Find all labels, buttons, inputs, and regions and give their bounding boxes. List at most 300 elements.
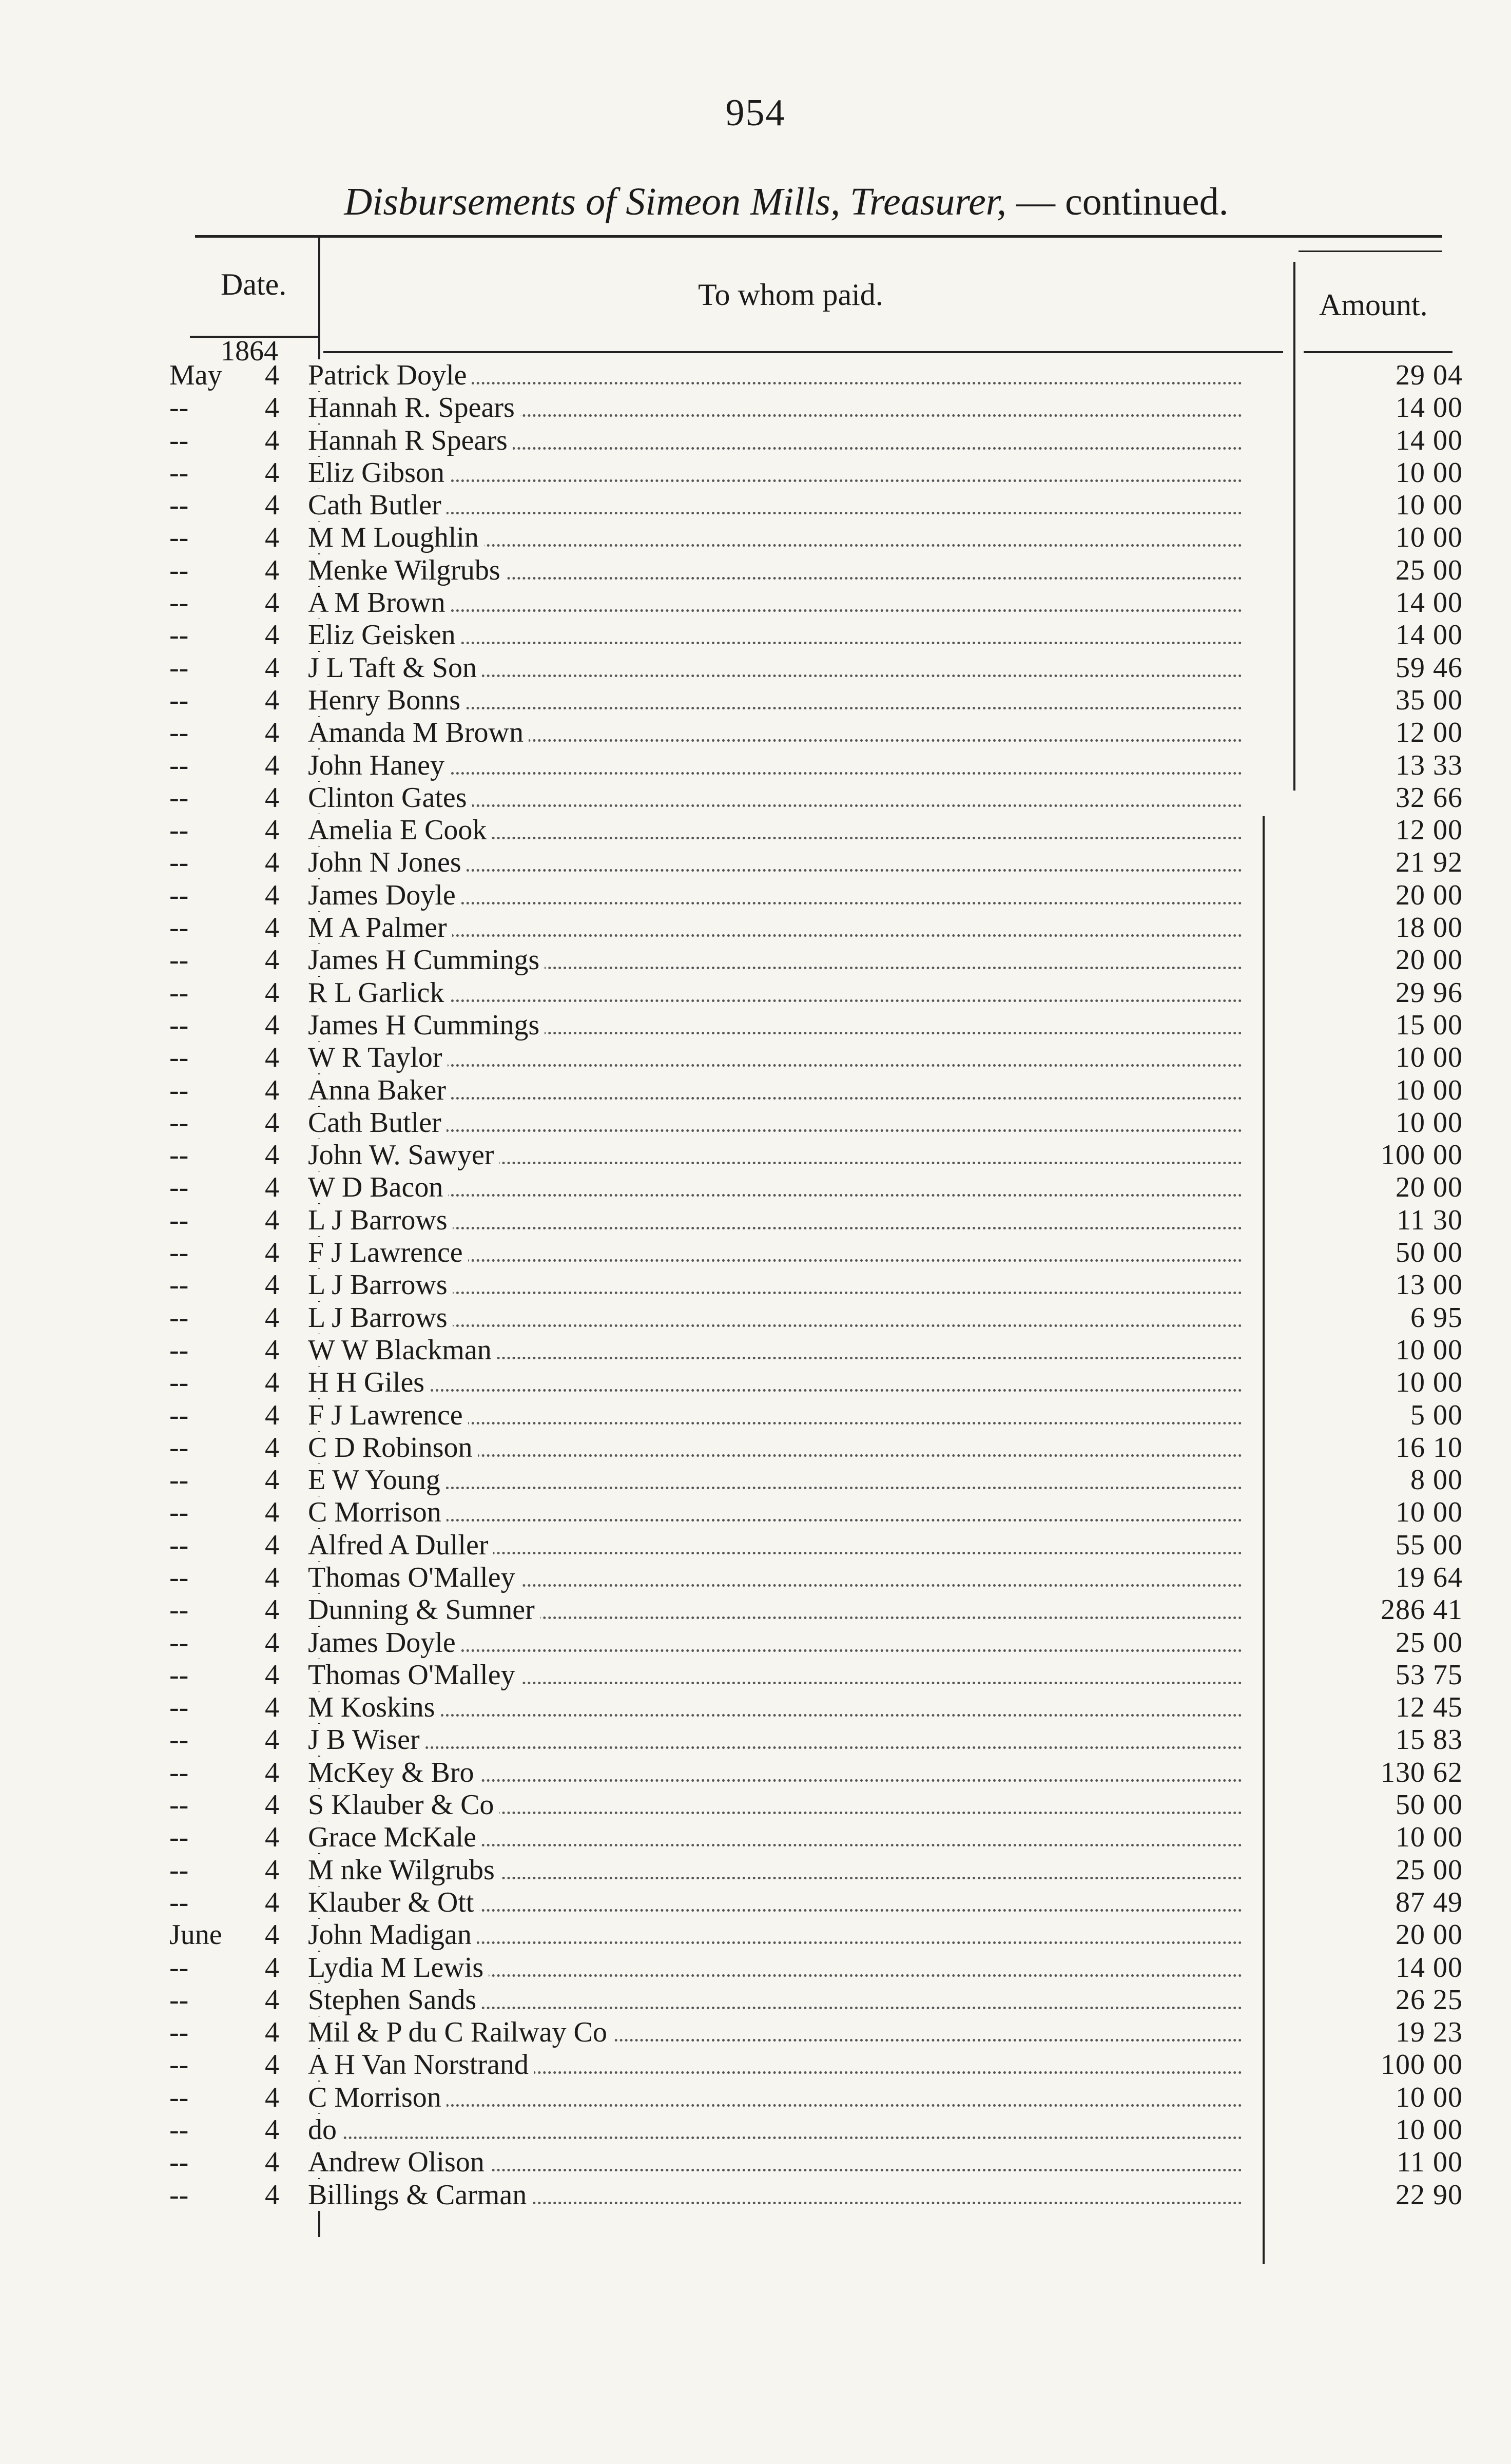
row-payee	[308, 1237, 1252, 1269]
row-month: --	[169, 1789, 189, 1821]
row-amount: 11 00	[1397, 2146, 1463, 2179]
row-day: 4	[265, 1691, 279, 1724]
row-month: --	[169, 619, 189, 651]
row-day: 4	[265, 1106, 279, 1139]
table-row	[0, 2146, 1511, 2179]
row-payee	[308, 1594, 1252, 1626]
row-day: 4	[265, 359, 279, 391]
row-payee-name: Billings & Carman	[308, 2179, 532, 2211]
row-day: 4	[265, 424, 279, 456]
row-payee	[308, 684, 1252, 717]
row-payee-name: John Madigan	[308, 1919, 477, 1951]
row-payee	[308, 652, 1252, 684]
row-day: 4	[265, 489, 279, 522]
row-payee	[308, 522, 1252, 554]
row-day: 4	[265, 814, 279, 846]
table-row	[0, 2114, 1511, 2146]
row-payee	[308, 1334, 1252, 1366]
row-payee	[308, 1919, 1252, 1951]
row-amount: 10 00	[1396, 489, 1463, 522]
row-month: --	[169, 1237, 189, 1269]
row-amount: 10 00	[1396, 1821, 1463, 1854]
to-whom-column-header: To whom paid.	[698, 278, 883, 312]
row-payee-name: Alfred A Duller	[308, 1529, 493, 1561]
row-amount: 53 75	[1396, 1659, 1463, 1691]
row-payee-name: Hannah R. Spears	[308, 392, 520, 424]
row-day: 4	[265, 554, 279, 586]
row-payee	[308, 1399, 1252, 1432]
row-amount: 50 00	[1396, 1237, 1463, 1269]
row-amount: 12 00	[1396, 717, 1463, 749]
row-day: 4	[265, 2114, 279, 2146]
row-payee-name: W D Bacon	[308, 1171, 448, 1203]
row-month: --	[169, 2114, 189, 2146]
table-row	[0, 1952, 1511, 1984]
table-row	[0, 1627, 1511, 1659]
row-day: 4	[265, 749, 279, 781]
table-row	[0, 489, 1511, 522]
table-row	[0, 1594, 1511, 1626]
row-payee-name: Stephen Sands	[308, 1984, 481, 2016]
row-month: --	[169, 1626, 189, 1659]
row-payee	[308, 2049, 1252, 2081]
row-day: 4	[265, 2146, 279, 2179]
row-payee-name: M nke Wilgrubs	[308, 1854, 500, 1886]
row-payee-name: Lydia M Lewis	[308, 1952, 489, 1984]
row-amount: 19 64	[1396, 1561, 1463, 1593]
row-payee	[308, 1074, 1252, 1107]
row-payee	[308, 1366, 1252, 1399]
row-payee-name: Menke Wilgrubs	[308, 554, 506, 586]
row-day: 4	[265, 1464, 279, 1496]
table-row	[0, 684, 1511, 717]
row-amount: 130 62	[1381, 1756, 1463, 1788]
row-payee	[308, 1724, 1252, 1756]
row-month: --	[169, 1756, 189, 1788]
row-payee-name: J B Wiser	[308, 1724, 425, 1756]
row-payee	[308, 1757, 1252, 1789]
row-payee	[308, 2146, 1252, 2179]
row-payee-name: A M Brown	[308, 587, 451, 619]
row-payee-name: M A Palmer	[308, 912, 452, 944]
row-day: 4	[265, 1431, 279, 1464]
row-month: --	[169, 1464, 189, 1496]
row-day: 4	[265, 1756, 279, 1788]
header-top-rule	[195, 235, 1442, 238]
row-payee	[308, 489, 1252, 522]
table-row	[0, 1074, 1511, 1107]
row-day: 4	[265, 1789, 279, 1821]
row-month: --	[169, 2016, 189, 2049]
row-payee	[308, 1691, 1252, 1724]
disbursement-table	[0, 359, 1511, 2211]
row-day: 4	[265, 1529, 279, 1561]
row-payee-name: Anna Baker	[308, 1074, 451, 1106]
row-payee-name: H H Giles	[308, 1366, 430, 1398]
row-month: --	[169, 944, 189, 976]
row-payee	[308, 1854, 1252, 1886]
row-amount: 12 00	[1396, 814, 1463, 846]
row-amount: 13 00	[1396, 1269, 1463, 1301]
table-row	[0, 782, 1511, 814]
row-amount: 20 00	[1396, 1919, 1463, 1951]
row-payee	[308, 1269, 1252, 1301]
row-amount: 55 00	[1396, 1529, 1463, 1561]
row-payee	[308, 619, 1252, 651]
row-day: 4	[265, 1237, 279, 1269]
row-payee-name: John Haney	[308, 749, 450, 781]
row-payee	[308, 1952, 1252, 1984]
row-amount: 21 92	[1396, 846, 1463, 879]
row-day: 4	[265, 1171, 279, 1204]
row-month: --	[169, 1496, 189, 1529]
row-day: 4	[265, 717, 279, 749]
table-row	[0, 879, 1511, 912]
row-amount: 59 46	[1396, 651, 1463, 684]
table-row	[0, 717, 1511, 749]
row-payee	[308, 1432, 1252, 1464]
row-amount: 13 33	[1396, 749, 1463, 781]
row-amount: 15 83	[1396, 1724, 1463, 1756]
row-payee-name: Patrick Doyle	[308, 359, 472, 391]
row-amount: 14 00	[1396, 1951, 1463, 1984]
row-payee	[308, 1204, 1252, 1237]
table-row	[0, 1009, 1511, 1042]
row-month: --	[169, 1139, 189, 1171]
row-day: 4	[265, 1301, 279, 1334]
row-payee-name: E W Young	[308, 1464, 445, 1496]
row-month: --	[169, 1334, 189, 1366]
row-amount: 8 00	[1410, 1464, 1463, 1496]
table-row	[0, 1432, 1511, 1464]
row-day: 4	[265, 1334, 279, 1366]
row-month: --	[169, 1431, 189, 1464]
row-payee	[308, 1496, 1252, 1529]
table-row	[0, 1139, 1511, 1171]
row-month: --	[169, 2081, 189, 2113]
row-day: 4	[265, 912, 279, 944]
row-payee	[308, 1886, 1252, 1919]
table-row	[0, 522, 1511, 554]
row-day: 4	[265, 1561, 279, 1593]
row-payee-name: Dunning & Sumner	[308, 1594, 540, 1626]
table-row	[0, 359, 1511, 392]
row-payee-name: M M Loughlin	[308, 522, 484, 553]
row-day: 4	[265, 1496, 279, 1529]
row-payee-name: Cath Butler	[308, 1107, 447, 1139]
header-top-rule-right	[1299, 251, 1442, 252]
row-payee	[308, 554, 1252, 587]
row-amount: 35 00	[1396, 684, 1463, 716]
row-amount: 12 45	[1396, 1691, 1463, 1724]
row-payee-name: L J Barrows	[308, 1204, 453, 1236]
table-row	[0, 1269, 1511, 1301]
table-row	[0, 2082, 1511, 2114]
row-amount: 25 00	[1396, 1626, 1463, 1659]
row-month: --	[169, 1529, 189, 1561]
row-month: --	[169, 781, 189, 814]
page-number: 954	[725, 92, 786, 134]
row-month: --	[169, 976, 189, 1009]
row-payee-name: James H Cummings	[308, 1009, 545, 1041]
row-payee-name: M Koskins	[308, 1691, 440, 1723]
row-payee-name: C Morrison	[308, 1496, 447, 1528]
row-amount: 16 10	[1396, 1431, 1463, 1464]
table-row	[0, 392, 1511, 424]
table-row	[0, 1302, 1511, 1334]
row-month: May	[169, 359, 222, 391]
header-bottom-rule-payee	[323, 351, 1283, 353]
row-month: --	[169, 1984, 189, 2016]
row-month: --	[169, 814, 189, 846]
date-column-header: Date.	[221, 267, 287, 301]
row-payee	[308, 1659, 1252, 1691]
row-month: --	[169, 2179, 189, 2211]
table-row	[0, 846, 1511, 879]
row-payee-name: R L Garlick	[308, 977, 449, 1009]
row-payee	[308, 912, 1252, 944]
row-payee-name: A H Van Norstrand	[308, 2049, 534, 2081]
row-amount: 22 90	[1396, 2179, 1463, 2211]
row-day: 4	[265, 1366, 279, 1399]
row-day: 4	[265, 651, 279, 684]
row-payee	[308, 1821, 1252, 1854]
row-day: 4	[265, 1139, 279, 1171]
row-payee-name: McKey & Bro	[308, 1757, 479, 1788]
row-payee-name: Clinton Gates	[308, 782, 472, 814]
row-day: 4	[265, 1399, 279, 1431]
row-month: --	[169, 1106, 189, 1139]
table-row	[0, 1399, 1511, 1432]
row-payee	[308, 1107, 1252, 1139]
row-payee	[308, 1789, 1252, 1821]
table-row	[0, 1529, 1511, 1562]
row-month: --	[169, 1594, 189, 1626]
row-month: --	[169, 1659, 189, 1691]
row-payee	[308, 814, 1252, 846]
row-amount: 20 00	[1396, 944, 1463, 976]
row-amount: 10 00	[1396, 2114, 1463, 2146]
row-day: 4	[265, 976, 279, 1009]
row-payee	[308, 457, 1252, 489]
table-row	[0, 1886, 1511, 1919]
row-month: --	[169, 1042, 189, 1074]
row-month: --	[169, 1951, 189, 1984]
row-payee-name: Thomas O'Malley	[308, 1659, 520, 1691]
row-month: --	[169, 879, 189, 911]
row-payee-name: L J Barrows	[308, 1302, 453, 1334]
table-row	[0, 1042, 1511, 1074]
row-amount: 25 00	[1396, 554, 1463, 586]
row-day: 4	[265, 1074, 279, 1106]
row-payee	[308, 1009, 1252, 1042]
row-day: 4	[265, 1009, 279, 1041]
row-payee-name: Thomas O'Malley	[308, 1562, 520, 1593]
row-day: 4	[265, 1626, 279, 1659]
row-payee	[308, 846, 1252, 879]
row-payee	[308, 359, 1252, 392]
row-day: 4	[265, 1886, 279, 1918]
row-payee	[308, 1171, 1252, 1204]
row-payee-name: F J Lawrence	[308, 1237, 468, 1268]
table-row	[0, 1204, 1511, 1237]
row-payee-name: do	[308, 2114, 342, 2146]
row-payee-name: Amelia E Cook	[308, 814, 492, 846]
row-day: 4	[265, 522, 279, 554]
table-row	[0, 1237, 1511, 1269]
row-amount: 18 00	[1396, 912, 1463, 944]
row-month: --	[169, 1009, 189, 1041]
row-day: 4	[265, 1821, 279, 1854]
row-payee	[308, 1984, 1252, 2016]
row-payee	[308, 977, 1252, 1009]
row-payee	[308, 1627, 1252, 1659]
table-row	[0, 425, 1511, 457]
row-day: 4	[265, 846, 279, 879]
row-payee-name: C Morrison	[308, 2082, 447, 2113]
row-payee-name: John N Jones	[308, 846, 467, 878]
row-amount: 50 00	[1396, 1789, 1463, 1821]
row-payee	[308, 1042, 1252, 1074]
table-row	[0, 2016, 1511, 2049]
row-day: 4	[265, 587, 279, 619]
row-month: --	[169, 1269, 189, 1301]
row-day: 4	[265, 1659, 279, 1691]
table-row	[0, 2049, 1511, 2081]
row-payee-name: C D Robinson	[308, 1432, 478, 1464]
table-row	[0, 1496, 1511, 1529]
row-day: 4	[265, 456, 279, 489]
row-day: 4	[265, 2016, 279, 2049]
row-day: 4	[265, 781, 279, 814]
table-row	[0, 2179, 1511, 2211]
row-month: --	[169, 522, 189, 554]
row-payee	[308, 782, 1252, 814]
row-payee-name: John W. Sawyer	[308, 1139, 499, 1171]
row-month: --	[169, 554, 189, 586]
row-day: 4	[265, 1724, 279, 1756]
row-month: --	[169, 2049, 189, 2081]
table-row	[0, 1107, 1511, 1139]
table-row	[0, 457, 1511, 489]
row-payee-name: Hannah R Spears	[308, 425, 513, 456]
table-row	[0, 1464, 1511, 1496]
row-payee	[308, 1302, 1252, 1334]
table-row	[0, 912, 1511, 944]
row-day: 4	[265, 1594, 279, 1626]
row-payee	[308, 1529, 1252, 1562]
row-payee	[308, 2114, 1252, 2146]
row-payee-name: Andrew Olison	[308, 2146, 490, 2178]
row-month: --	[169, 749, 189, 781]
row-payee-name: James Doyle	[308, 1627, 461, 1659]
row-month: --	[169, 392, 189, 424]
row-amount: 19 23	[1396, 2016, 1463, 2049]
row-amount: 14 00	[1396, 587, 1463, 619]
row-payee-name: James H Cummings	[308, 944, 545, 976]
row-month: --	[169, 1171, 189, 1204]
row-payee	[308, 2179, 1252, 2211]
row-month: --	[169, 587, 189, 619]
row-month: --	[169, 651, 189, 684]
row-amount: 10 00	[1396, 1366, 1463, 1399]
table-row	[0, 1789, 1511, 1821]
amount-column-header: Amount.	[1319, 288, 1428, 322]
row-day: 4	[265, 619, 279, 651]
row-month: --	[169, 1074, 189, 1106]
table-row	[0, 652, 1511, 684]
row-payee	[308, 2082, 1252, 2114]
row-month: --	[169, 424, 189, 456]
row-payee-name: F J Lawrence	[308, 1399, 468, 1431]
table-row	[0, 1366, 1511, 1399]
row-payee	[308, 1562, 1252, 1594]
row-month: --	[169, 1561, 189, 1593]
row-month: --	[169, 684, 189, 716]
row-amount: 29 04	[1396, 359, 1463, 391]
table-row	[0, 1984, 1511, 2016]
row-payee-name: Mil & P du C Railway Co	[308, 2016, 612, 2048]
row-month: --	[169, 1886, 189, 1918]
row-payee	[308, 879, 1252, 912]
row-amount: 10 00	[1396, 1042, 1463, 1074]
row-amount: 10 00	[1396, 522, 1463, 554]
table-row	[0, 1724, 1511, 1756]
page-title-continued: — continued.	[1016, 180, 1229, 223]
row-payee-name: W R Taylor	[308, 1042, 448, 1073]
row-payee-name: Cath Butler	[308, 489, 447, 521]
row-payee-name: Eliz Gibson	[308, 457, 450, 489]
row-amount: 15 00	[1396, 1009, 1463, 1041]
table-row	[0, 1334, 1511, 1366]
row-payee	[308, 1139, 1252, 1171]
row-amount: 11 30	[1397, 1204, 1463, 1236]
page-title-italic: Disbursements of Simeon Mills, Treasurer,	[344, 180, 1006, 223]
row-amount: 100 00	[1381, 1139, 1463, 1171]
row-amount: 87 49	[1396, 1886, 1463, 1918]
row-day: 4	[265, 944, 279, 976]
row-payee	[308, 392, 1252, 424]
row-month: --	[169, 846, 189, 879]
table-row	[0, 1919, 1511, 1951]
row-payee	[308, 944, 1252, 976]
row-amount: 14 00	[1396, 619, 1463, 651]
row-payee	[308, 749, 1252, 782]
row-amount: 25 00	[1396, 1854, 1463, 1886]
row-day: 4	[265, 1984, 279, 2016]
row-amount: 10 00	[1396, 1106, 1463, 1139]
row-amount: 286 41	[1381, 1594, 1463, 1626]
row-month: June	[169, 1919, 222, 1951]
row-payee-name: S Klauber & Co	[308, 1789, 499, 1821]
row-payee-name: W W Blackman	[308, 1334, 497, 1366]
year-label: 1864	[221, 335, 278, 367]
row-amount: 14 00	[1396, 392, 1463, 424]
row-payee-name: J L Taft & Son	[308, 652, 482, 684]
row-payee-name: James Doyle	[308, 879, 461, 911]
row-month: --	[169, 1821, 189, 1854]
row-amount: 10 00	[1396, 1496, 1463, 1529]
row-month: --	[169, 1691, 189, 1724]
row-day: 4	[265, 2179, 279, 2211]
table-row	[0, 1757, 1511, 1789]
row-amount: 20 00	[1396, 1171, 1463, 1204]
row-amount: 5 00	[1410, 1399, 1463, 1431]
row-day: 4	[265, 392, 279, 424]
page-title	[0, 180, 1511, 224]
row-day: 4	[265, 1919, 279, 1951]
row-day: 4	[265, 1951, 279, 1984]
